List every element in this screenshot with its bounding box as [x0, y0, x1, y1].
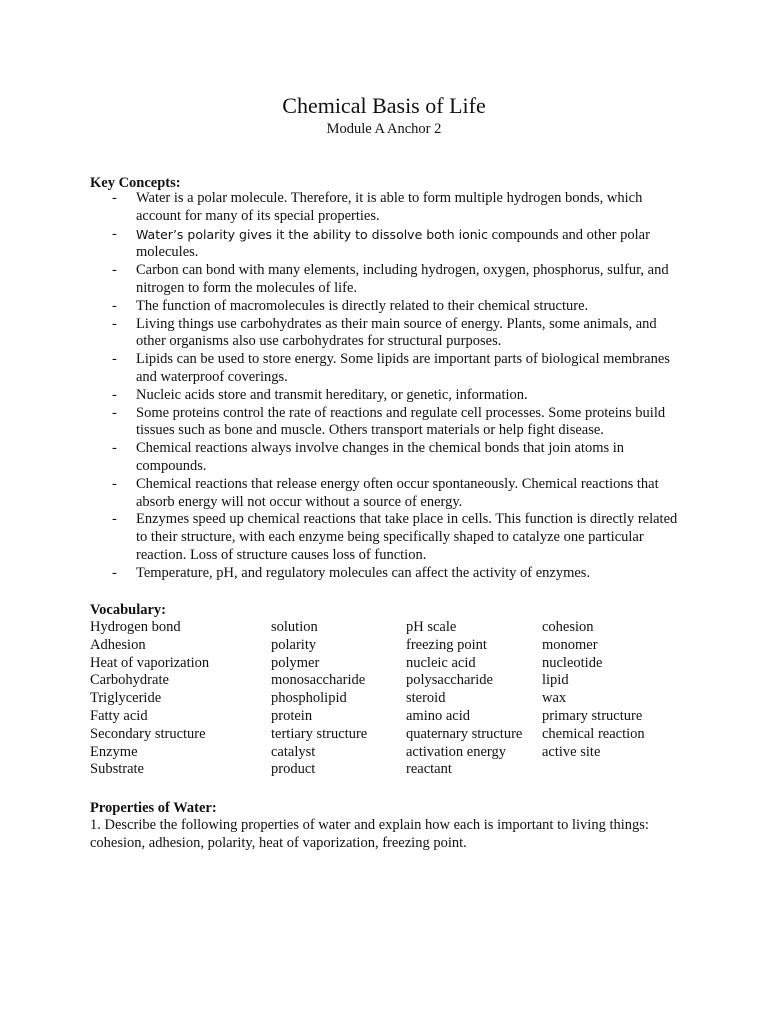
vocab-term: lipid [542, 672, 569, 689]
vocab-term: monomer [542, 636, 598, 653]
key-concepts-heading: Key Concepts: [90, 175, 181, 191]
list-item [90, 316, 690, 352]
bullet-dash: - [112, 225, 117, 242]
list-item-text: Nucleic acids store and transmit hereditary, or genetic, information. [136, 386, 528, 403]
bullet-dash: - [112, 386, 117, 403]
list-item [90, 298, 690, 316]
vocab-term: cohesion [542, 619, 594, 635]
vocab-term: nucleotide [542, 654, 603, 671]
list-item-text: The function of macromolecules is directly related to their chemical structure. [136, 297, 589, 314]
vocab-term: primary structure [542, 707, 643, 724]
list-item-text: Water is a polar molecule. Therefore, it is able to form multiple hydrogen bonds, which account for many of its special properties. [136, 190, 643, 224]
vocab-term: solution [271, 619, 318, 635]
list-item-text: Chemical reactions that release energy often occur spontaneously. Chemical reactions that absorb energy will not occur without a source of energy. [136, 475, 659, 510]
list-item [90, 262, 690, 298]
list-item-text-sans: Water’s polarity gives it the ability to dissolve both ionic [136, 226, 489, 242]
list-item [90, 476, 690, 512]
vocab-term: active site [542, 743, 601, 760]
vocab-term [542, 761, 692, 779]
list-item-text: Living things use carbohydrates as their main source of energy. Plants, some animals, and other organisms also use carbohydrates for structural purposes. [136, 315, 657, 350]
vocab-term: Enzyme [90, 743, 138, 760]
list-item [90, 226, 690, 263]
bullet-dash: - [112, 475, 117, 492]
vocab-term: quaternary structure [406, 725, 523, 742]
vocab-term: nucleic acid [406, 654, 476, 671]
list-item [90, 190, 690, 226]
vocab-term: polysaccharide [406, 672, 493, 689]
list-item-text: Some proteins control the rate of reactions and regulate cell processes. Some proteins build tissues such as bone and muscle. Others transport materials or help fight disease. [136, 404, 666, 439]
vocab-term: wax [542, 690, 567, 707]
bullet-dash: - [112, 315, 117, 332]
vocab-term: chemical reaction [542, 725, 645, 742]
page-subtitle: Module A Anchor 2 [326, 121, 442, 137]
list-item-text: Enzymes speed up chemical reactions that take place in cells. This function is directly related to their structure, with each enzyme being specifically shaped to catalyze one particular reaction. Loss of structure causes loss of function. [136, 511, 678, 563]
vocabulary-table [90, 619, 692, 779]
bullet-dash: - [112, 564, 117, 581]
bullet-dash: - [112, 190, 117, 206]
vocab-term: protein [271, 707, 313, 724]
properties-of-water-heading: Properties of Water: [90, 800, 217, 816]
list-item-text: Lipids can be used to store energy. Some lipids are important parts of biological membranes and waterproof coverings. [136, 351, 670, 385]
vocab-term: steroid [406, 690, 446, 707]
vocab-term: freezing point [406, 636, 487, 653]
vocab-term: amino acid [406, 707, 471, 724]
bullet-dash: - [112, 404, 117, 421]
vocab-term: Substrate [90, 761, 144, 778]
vocabulary-heading: Vocabulary: [90, 602, 166, 618]
vocab-term: Fatty acid [90, 707, 148, 724]
key-concepts-list [90, 190, 690, 583]
vocab-term: phospholipid [271, 690, 347, 707]
bullet-dash: - [112, 297, 117, 314]
vocab-term: Adhesion [90, 636, 146, 653]
list-item-text: Carbon can bond with many elements, including hydrogen, oxygen, phosphorus, sulfur, and nitrogen to form the molecules of life. [136, 262, 669, 296]
list-item [90, 405, 690, 441]
list-item [90, 351, 690, 387]
question-1: 1. Describe the following properties of water and explain how each is important to living things: cohesion, adhesion, polarity, heat of vaporization, freezing point. [90, 817, 649, 851]
vocab-term: pH scale [406, 619, 457, 635]
vocab-term: polarity [271, 636, 317, 653]
list-item [90, 511, 690, 564]
list-item [90, 565, 690, 583]
list-item [90, 440, 690, 476]
list-item [90, 387, 690, 405]
vocab-term: catalyst [271, 743, 316, 760]
list-item-text: Chemical reactions always involve changes in the chemical bonds that join atoms in compounds. [136, 440, 625, 474]
bullet-dash: - [112, 440, 117, 457]
vocab-term: polymer [271, 654, 320, 671]
vocab-term: Secondary structure [90, 725, 206, 742]
vocab-term: activation energy [406, 743, 506, 760]
vocab-term: Heat of vaporization [90, 654, 210, 671]
bullet-dash: - [112, 511, 117, 528]
bullet-dash: - [112, 351, 117, 368]
list-item-text: compounds and other polar molecules. [136, 226, 650, 261]
page-title: Chemical Basis of Life [282, 93, 486, 118]
list-item-text: Temperature, pH, and regulatory molecules can affect the activity of enzymes. [136, 564, 591, 581]
vocab-term: Carbohydrate [90, 672, 169, 689]
vocab-term: monosaccharide [271, 672, 366, 689]
vocab-term: Triglyceride [90, 690, 162, 707]
bullet-dash: - [112, 262, 117, 279]
vocab-term: reactant [406, 761, 452, 778]
vocab-term: product [271, 761, 316, 778]
vocab-term: tertiary structure [271, 725, 368, 742]
vocab-term: Hydrogen bond [90, 619, 181, 635]
